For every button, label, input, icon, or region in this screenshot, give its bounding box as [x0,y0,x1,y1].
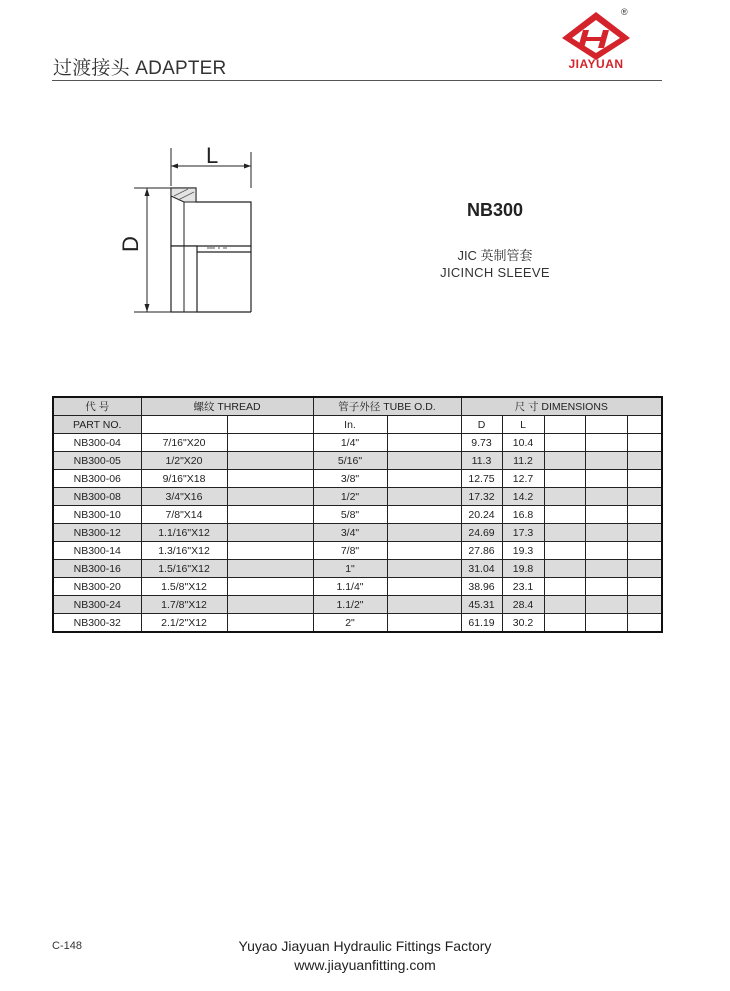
table-row [53,488,662,506]
dim-l-cell: 16.8 [502,506,544,524]
tube-od-cell: 1/4" [313,434,387,452]
brand-name: JIAYUAN [568,57,624,71]
company-name: Yuyao Jiayuan Hydraulic Fittings Factory [238,938,492,954]
thread-cell: 1.5/8"X12 [141,578,227,596]
part-no-cell: NB300-04 [53,434,141,452]
header-part: 代 号 [53,397,141,416]
dim-l-cell: 19.3 [502,542,544,560]
part-no-cell: NB300-16 [53,560,141,578]
dim-d-cell: 31.04 [461,560,502,578]
table-row [53,578,662,596]
dim-d-cell: 20.24 [461,506,502,524]
thread-cell: 3/4"X16 [141,488,227,506]
header-tube: 管子外径 TUBE O.D. [313,397,461,416]
tube-od-cell: 7/8" [313,542,387,560]
dim-d-cell: 24.69 [461,524,502,542]
sleeve-drawing [112,140,272,320]
tube-od-cell: 3/8" [313,470,387,488]
table-row [53,470,662,488]
tube-od-cell: 3/4" [313,524,387,542]
dim-d-cell: 38.96 [461,578,502,596]
part-no-cell: NB300-10 [53,506,141,524]
thread-cell: 2.1/2"X12 [141,614,227,633]
table-row [53,596,662,614]
thread-cell: 1.7/8"X12 [141,596,227,614]
dim-l-cell: 11.2 [502,452,544,470]
diameter-label: D [118,236,143,252]
dim-l-cell: 17.3 [502,524,544,542]
header-part-no: PART NO. [53,416,141,434]
thread-cell: 1.1/16"X12 [141,524,227,542]
header-thread: 螺纹 THREAD [141,397,313,416]
table-subheader-row [53,416,662,434]
tube-od-cell: 1/2" [313,488,387,506]
dim-l-cell: 23.1 [502,578,544,596]
dim-d-cell: 45.31 [461,596,502,614]
dim-d-cell: 11.3 [461,452,502,470]
table-row [53,434,662,452]
dim-d-cell: 9.73 [461,434,502,452]
thread-cell: 9/16"X18 [141,470,227,488]
product-name-cn: JIC 英制管套 [457,248,533,263]
page-title: 过渡接头 ADAPTER [53,58,227,79]
thread-cell: 1.5/16"X12 [141,560,227,578]
part-no-cell: NB300-06 [53,470,141,488]
dim-l-cell: 10.4 [502,434,544,452]
tube-od-cell: 1" [313,560,387,578]
table-row [53,524,662,542]
dim-d-cell: 27.86 [461,542,502,560]
header-dimensions: 尺 寸 DIMENSIONS [461,397,662,416]
table-header-row [53,397,662,416]
part-no-cell: NB300-08 [53,488,141,506]
part-no-cell: NB300-24 [53,596,141,614]
company-url: www.jiayuanfitting.com [294,957,436,973]
dim-l-cell: 12.7 [502,470,544,488]
table-row [53,506,662,524]
product-name-en: JICINCH SLEEVE [440,265,550,280]
part-no-cell: NB300-32 [53,614,141,633]
tube-od-cell: 5/8" [313,506,387,524]
thread-cell: 1.3/16"X12 [141,542,227,560]
dim-l-cell: 19.8 [502,560,544,578]
dim-d-cell: 17.32 [461,488,502,506]
page-number: C-148 [52,940,82,952]
tube-od-cell: 1.1/2" [313,596,387,614]
registered-mark: ® [621,7,628,17]
header-l: L [502,416,544,434]
table-row [53,614,662,633]
header-d: D [461,416,502,434]
part-no-cell: NB300-20 [53,578,141,596]
header-divider [52,80,662,81]
tube-od-cell: 2" [313,614,387,633]
dim-l-cell: 14.2 [502,488,544,506]
part-no-cell: NB300-05 [53,452,141,470]
dim-l-cell: 30.2 [502,614,544,633]
part-no-cell: NB300-14 [53,542,141,560]
thread-cell: 7/8"X14 [141,506,227,524]
header-tube-unit: In. [313,416,387,434]
part-no-cell: NB300-12 [53,524,141,542]
tube-od-cell: 5/16" [313,452,387,470]
length-label: L [206,143,219,168]
table-row [53,452,662,470]
thread-cell: 1/2"X20 [141,452,227,470]
thread-cell: 7/16"X20 [141,434,227,452]
dim-d-cell: 61.19 [461,614,502,633]
dimensions-table [52,396,663,633]
table-row [53,560,662,578]
table-row [53,542,662,560]
tube-od-cell: 1.1/4" [313,578,387,596]
product-code: NB300 [466,200,524,220]
dim-d-cell: 12.75 [461,470,502,488]
dim-l-cell: 28.4 [502,596,544,614]
